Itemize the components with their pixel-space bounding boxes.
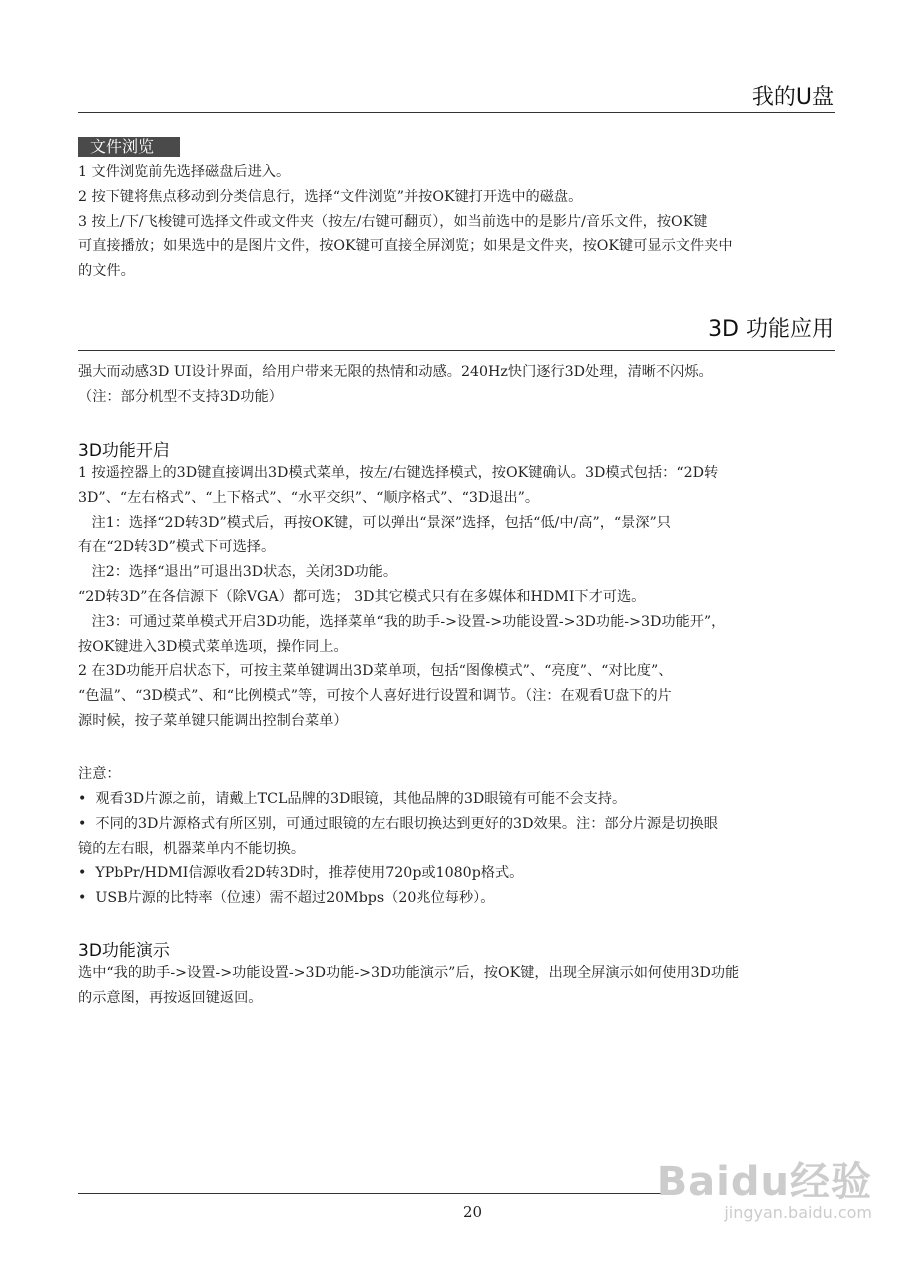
text-line: 2 在3D功能开启状态下，可按主菜单键调出3D菜单项，包括“图像模式”、“亮度”、“对比度”、 <box>78 663 673 680</box>
demo-3d-title: 3D功能演示 <box>78 941 170 961</box>
watermark-brand: Baidu经验 <box>656 1159 872 1205</box>
watermark-url: jingyan.baidu.com <box>724 1203 872 1222</box>
header-divider <box>78 112 835 113</box>
baidu-watermark <box>657 1150 872 1222</box>
text-line: 1 文件浏览前先选择磁盘后进入。 <box>78 164 291 180</box>
text-line: 注2：选择“退出”可退出3D状态，关闭3D功能。 <box>78 564 398 581</box>
text-line: 的文件。 <box>78 263 135 280</box>
text-line: • USB片源的比特率（位速）需不超过20Mbps（20兆位每秒）。 <box>78 890 495 907</box>
text-line: • YPbPr/HDMI信源收看2D转3D时，推荐使用720p或1080p格式。 <box>78 865 524 882</box>
text-line: 镜的左右眼，机器菜单内不能切换。 <box>78 840 306 857</box>
notice-title <box>78 762 838 787</box>
text-line: 按OK键进入3D模式菜单选项，操作同上。 <box>78 638 348 655</box>
text-line: 强大而动感3D UI设计界面，给用户带来无限的热情和动感。240Hz快门逐行3D处理，清晰不闪烁。 <box>78 364 713 380</box>
page-header-title: 我的U盘 <box>751 85 834 110</box>
text-line: 1 按遥控器上的3D键直接调出3D模式菜单，按左/右键选择模式，按OK键确认。3D模式包括：“2D转 <box>78 465 719 481</box>
section-3d-title: 3D 功能应用 <box>708 317 834 342</box>
section-3d-divider <box>78 350 835 351</box>
text-line: • 不同的3D片源格式有所区别，可通过眼镜的左右眼切换达到更好的3D效果。注：部分片源是切换眼 <box>78 815 718 832</box>
text-line: 有在“2D转3D”模式下可选择。 <box>78 539 276 556</box>
text-line: （注：部分机型不支持3D功能） <box>78 388 283 405</box>
demo-3d-text <box>78 961 838 1011</box>
text-line: • 观看3D片源之前，请戴上TCL品牌的3D眼镜，其他品牌的3D眼镜有可能不会支持。 <box>78 791 627 807</box>
text-line: 3D”、“左右格式”、“上下格式”、“水平交织”、“顺序格式”、“3D退出”。 <box>78 489 540 506</box>
footer-divider <box>78 1193 668 1194</box>
section-3d-intro <box>78 360 838 410</box>
text-line: “2D转3D”在各信源下（除VGA）都可选； 3D其它模式只有在多媒体和HDMI下才可选。 <box>78 588 646 605</box>
text-line: 2 按下键将焦点移动到分类信息行，选择“文件浏览”并按OK键打开选中的磁盘。 <box>78 188 583 205</box>
notice-label: 注意： <box>78 766 121 782</box>
text-line: 选中“我的助手->设置->功能设置->3D功能->3D功能演示”后，按OK键，出现全屏演示如何使用3D功能 <box>78 965 740 981</box>
text-line: 注3：可通过菜单模式开启3D功能，选择菜单“我的助手->设置->功能设置->3D功能->3D功能开”， <box>78 613 726 630</box>
page-number: 20 <box>462 1203 483 1221</box>
text-line: 源时候，按子菜单键只能调出控制台菜单） <box>78 712 348 729</box>
text-line: 注1：选择“2D转3D”模式后，再按OK键，可以弹出“景深”选择，包括“低/中/高”，“景深”只 <box>78 514 671 531</box>
text-line: “色温”、“3D模式”、和“比例模式”等，可按个人喜好进行设置和调节。（注：在观看U盘下的片 <box>78 688 672 705</box>
enable-3d-text <box>78 461 838 734</box>
text-line: 可直接播放；如果选中的是图片文件，按OK键可直接全屏浏览；如果是文件夹，按OK键可显示文件夹中 <box>78 238 733 255</box>
enable-3d-title: 3D功能开启 <box>78 441 170 461</box>
text-line: 3 按上/下/飞梭键可选择文件或文件夹（按左/右键可翻页），如当前选中的是影片/音乐文件，按OK键 <box>78 213 708 230</box>
notice-list <box>78 787 838 911</box>
file-browse-tag: 文件浏览 <box>78 137 180 157</box>
text-line: 的示意图，再按返回键返回。 <box>78 989 263 1006</box>
file-browse-text <box>78 160 838 284</box>
